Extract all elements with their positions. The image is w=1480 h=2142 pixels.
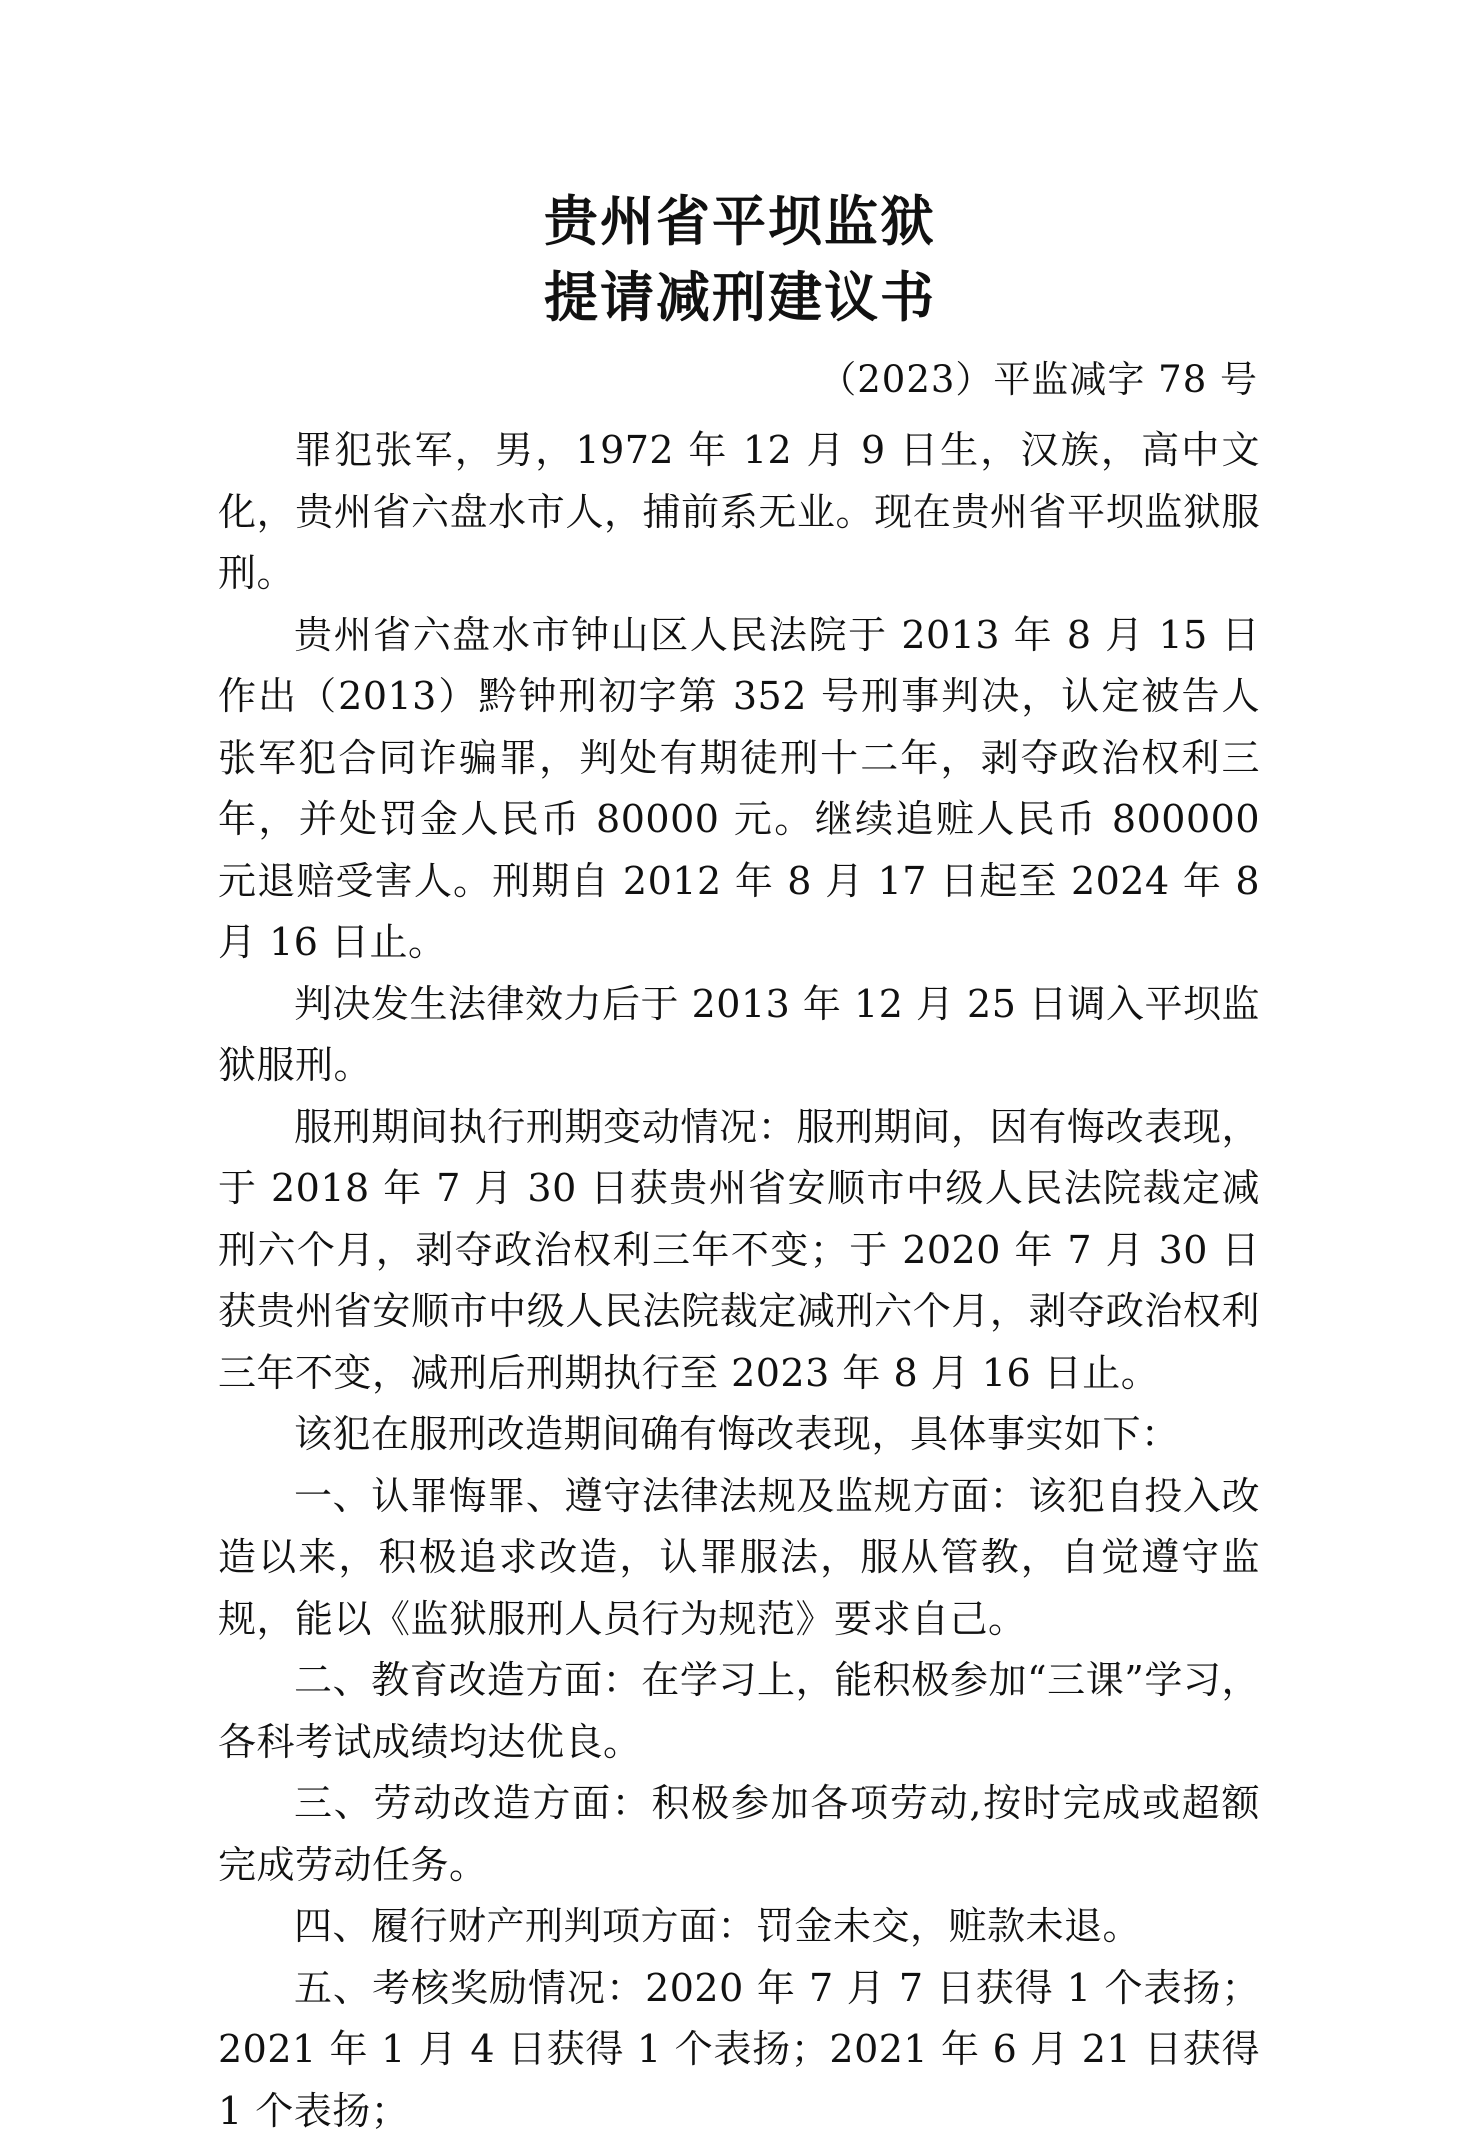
paragraph-repentance-intro: 该犯在服刑改造期间确有悔改表现，具体事实如下： xyxy=(218,1404,1260,1466)
paragraph-point-2: 二、教育改造方面：在学习上，能积极参加“三课”学习，各科考试成绩均达优良。 xyxy=(218,1650,1260,1773)
document-body xyxy=(218,420,1260,2142)
paragraph-point-4: 四、履行财产刑判项方面：罚金未交，赃款未退。 xyxy=(218,1896,1260,1958)
document-title-line-2: 提请减刑建议书 xyxy=(0,268,1480,328)
paragraph-point-1: 一、认罪悔罪、遵守法律法规及监规方面：该犯自投入改造以来，积极追求改造，认罪服法，服从管教，自觉遵守监规，能以《监狱服刑人员行为规范》要求自己。 xyxy=(218,1466,1260,1651)
document-number: （2023）平监减字 78 号 xyxy=(819,358,1258,402)
paragraph-point-3: 三、劳动改造方面：积极参加各项劳动,按时完成或超额完成劳动任务。 xyxy=(218,1773,1260,1896)
document-title-line-1: 贵州省平坝监狱 xyxy=(0,192,1480,252)
paragraph-sentence-changes: 服刑期间执行刑期变动情况：服刑期间，因有悔改表现，于 2018 年 7 月 30 日获贵州省安顺市中级人民法院裁定减刑六个月，剥夺政治权利三年不变；于 2020 年 7 月 30 日获贵州省安顺市中级人民法院裁定减刑六个月，剥夺政治权利三年不变，减刑后刑期执行至 2023 年 8 月 16 日止。 xyxy=(218,1097,1260,1405)
paragraph-criminal-info: 罪犯张军，男，1972 年 12 月 9 日生，汉族，高中文化，贵州省六盘水市人，捕前系无业。现在贵州省平坝监狱服刑。 xyxy=(218,420,1260,605)
paragraph-transfer: 判决发生法律效力后于 2013 年 12 月 25 日调入平坝监狱服刑。 xyxy=(218,974,1260,1097)
paragraph-point-5: 五、考核奖励情况：2020 年 7 月 7 日获得 1 个表扬；2021 年 1 月 4 日获得 1 个表扬；2021 年 6 月 21 日获得 1 个表扬； xyxy=(218,1958,1260,2142)
paragraph-original-judgment: 贵州省六盘水市钟山区人民法院于 2013 年 8 月 15 日作出（2013）黔钟刑初字第 352 号刑事判决，认定被告人张军犯合同诈骗罪，判处有期徒刑十二年，剥夺政治权利三年，并处罚金人民币 80000 元。继续追赃人民币 800000 元退赔受害人。刑期自 2012 年 8 月 17 日起至 2024 年 8 月 16 日止。 xyxy=(218,605,1260,974)
